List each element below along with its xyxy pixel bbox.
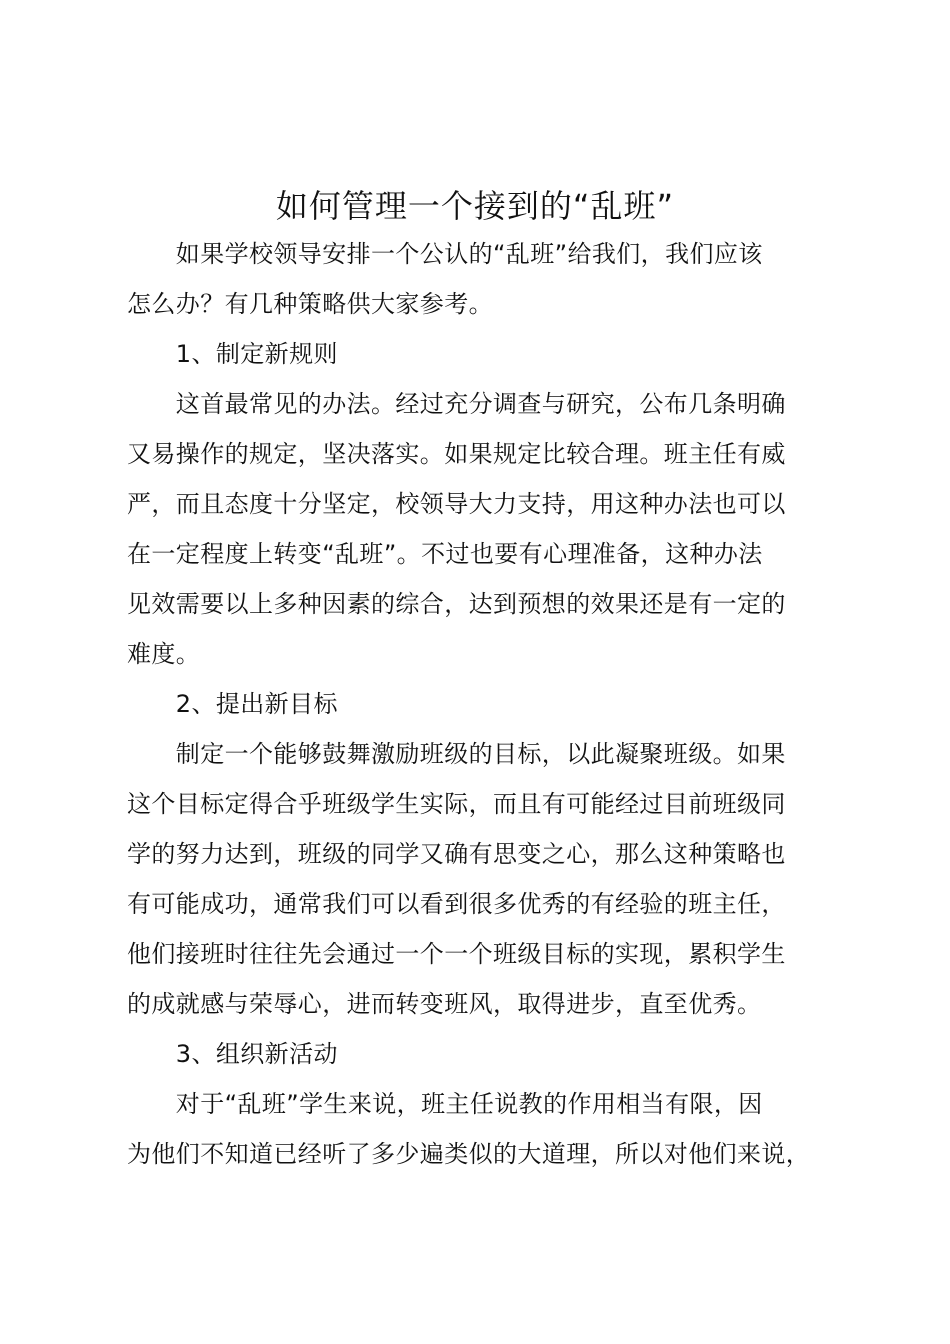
paragraph-line: 如果学校领导安排一个公认的“乱班”给我们，我们应该 — [127, 240, 763, 268]
paragraph-line: 这个目标定得合乎班级学生实际，而且有可能经过目前班级同 — [127, 790, 786, 818]
paragraph-line: 又易操作的规定，坚决落实。如果规定比较合理。班主任有威 — [127, 440, 786, 468]
paragraph-line: 对于“乱班”学生来说，班主任说教的作用相当有限，因 — [127, 1090, 763, 1118]
section-heading: 2、提出新目标 — [127, 690, 338, 718]
paragraph-line: 他们接班时往往先会通过一个一个班级目标的实现，累积学生 — [127, 940, 786, 968]
paragraph-line: 在一定程度上转变“乱班”。不过也要有心理准备，这种办法 — [127, 540, 763, 568]
document-title: 如何管理一个接到的“乱班” — [275, 187, 675, 225]
paragraph-line: 制定一个能够鼓舞激励班级的目标，以此凝聚班级。如果 — [127, 740, 786, 768]
paragraph-line: 的成就感与荣辱心，进而转变班风，取得进步，直至优秀。 — [127, 990, 762, 1018]
paragraph-line: 怎么办？有几种策略供大家参考。 — [127, 290, 493, 318]
paragraph-line: 为他们不知道已经听了多少遍类似的大道理，所以对他们来说， — [127, 1140, 811, 1168]
section-heading: 3、组织新活动 — [127, 1040, 338, 1068]
paragraph-line: 难度。 — [127, 640, 201, 668]
section-heading: 1、制定新规则 — [127, 340, 338, 368]
paragraph-line: 见效需要以上多种因素的综合，达到预想的效果还是有一定的 — [127, 590, 786, 618]
paragraph-line: 有可能成功，通常我们可以看到很多优秀的有经验的班主任， — [127, 890, 786, 918]
paragraph-line: 这首最常见的办法。经过充分调查与研究，公布几条明确 — [127, 390, 786, 418]
paragraph-line: 学的努力达到，班级的同学又确有思变之心，那么这种策略也 — [127, 840, 786, 868]
paragraph-line: 严，而且态度十分坚定，校领导大力支持，用这种办法也可以 — [127, 490, 786, 518]
